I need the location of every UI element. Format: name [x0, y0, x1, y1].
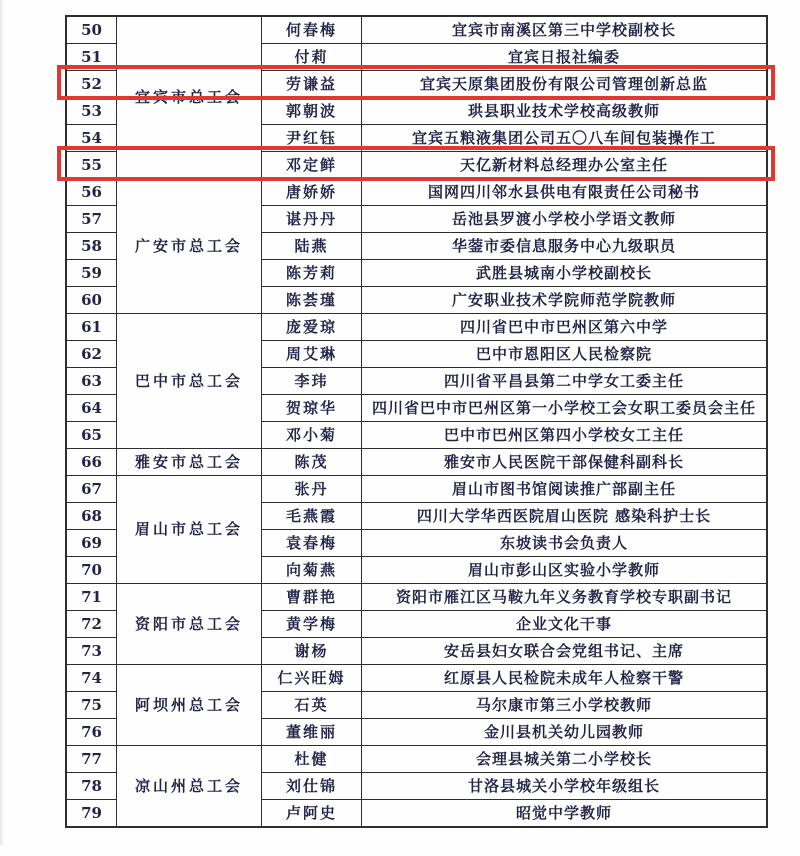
name-cell: 庞爱琼: [262, 314, 362, 341]
table-row: [66, 584, 767, 611]
name-cell: 陈荟瑾: [262, 287, 362, 314]
row-number-cell: 51: [66, 44, 117, 71]
org-cell: 阿坝州总工会: [117, 665, 262, 746]
position-cell: 武胜县城南小学校副校长: [362, 260, 768, 287]
row-number-cell: 79: [66, 800, 117, 828]
name-cell: 石英: [262, 692, 362, 719]
name-cell: 郭朝波: [262, 98, 362, 125]
name-cell: 黄学梅: [262, 611, 362, 638]
name-cell: 陈芳莉: [262, 260, 362, 287]
position-cell: 宜宾五粮液集团公司五〇八车间包装操作工: [362, 125, 768, 152]
name-cell: 邓小菊: [262, 422, 362, 449]
row-number-cell: 54: [66, 125, 117, 152]
table-row: [66, 16, 767, 44]
name-cell: 劳谦益: [262, 71, 362, 98]
award-table: [65, 15, 768, 828]
name-cell: 付莉: [262, 44, 362, 71]
position-cell: 眉山市图书馆阅读推广部副主任: [362, 476, 768, 503]
position-cell: 巴中市巴州区第四小学校女工主任: [362, 422, 768, 449]
org-cell: 广安市总工会: [117, 179, 262, 314]
name-cell: 何春梅: [262, 16, 362, 44]
position-cell: 珙县职业技术学校高级教师: [362, 98, 768, 125]
name-cell: 董维丽: [262, 719, 362, 746]
position-cell: 四川大学华西医院眉山医院 感染科护士长: [362, 503, 768, 530]
name-cell: 唐娇娇: [262, 179, 362, 206]
position-cell: 天亿新材料总经理办公室主任: [362, 152, 768, 179]
row-number-cell: 73: [66, 638, 117, 665]
award-table-body: [66, 16, 767, 827]
position-cell: 宜宾日报社编委: [362, 44, 768, 71]
position-cell: 广安职业技术学院师范学院教师: [362, 287, 768, 314]
org-cell: 宜宾市总工会: [117, 16, 262, 179]
row-number-cell: 55: [66, 152, 117, 179]
position-cell: 国网四川邻水县供电有限责任公司秘书: [362, 179, 768, 206]
row-number-cell: 65: [66, 422, 117, 449]
table-row: [66, 746, 767, 773]
name-cell: 谌丹丹: [262, 206, 362, 233]
position-cell: 四川省巴中市巴州区第一小学校工会女职工委员会主任: [362, 395, 768, 422]
position-cell: 金川县机关幼儿园教师: [362, 719, 768, 746]
row-number-cell: 78: [66, 773, 117, 800]
row-number-cell: 67: [66, 476, 117, 503]
row-number-cell: 72: [66, 611, 117, 638]
name-cell: 向菊燕: [262, 557, 362, 584]
position-cell: 安岳县妇女联合会党组书记、主席: [362, 638, 768, 665]
name-cell: 陆燕: [262, 233, 362, 260]
name-cell: 刘仕锦: [262, 773, 362, 800]
org-cell: 眉山市总工会: [117, 476, 262, 584]
position-cell: 宜宾天原集团股份有限公司管理创新总监: [362, 71, 768, 98]
row-number-cell: 75: [66, 692, 117, 719]
row-number-cell: 57: [66, 206, 117, 233]
table-container: [65, 15, 768, 828]
position-cell: 昭觉中学教师: [362, 800, 768, 828]
name-cell: 杜健: [262, 746, 362, 773]
name-cell: 曹群艳: [262, 584, 362, 611]
row-number-cell: 52: [66, 71, 117, 98]
position-cell: 东坡读书会负责人: [362, 530, 768, 557]
table-row: [66, 476, 767, 503]
row-number-cell: 58: [66, 233, 117, 260]
row-number-cell: 59: [66, 260, 117, 287]
row-number-cell: 77: [66, 746, 117, 773]
row-number-cell: 64: [66, 395, 117, 422]
row-number-cell: 50: [66, 16, 117, 44]
position-cell: 四川省巴中市巴州区第六中学: [362, 314, 768, 341]
position-cell: 马尔康市第三小学校教师: [362, 692, 768, 719]
name-cell: 邓定鲜: [262, 152, 362, 179]
row-number-cell: 76: [66, 719, 117, 746]
table-row: [66, 314, 767, 341]
row-number-cell: 60: [66, 287, 117, 314]
row-number-cell: 56: [66, 179, 117, 206]
row-number-cell: 70: [66, 557, 117, 584]
position-cell: 华蓥市委信息服务中心九级职员: [362, 233, 768, 260]
name-cell: 毛燕霞: [262, 503, 362, 530]
name-cell: 周艾琳: [262, 341, 362, 368]
scan-edge-artifact: [0, 0, 4, 845]
row-number-cell: 69: [66, 530, 117, 557]
row-number-cell: 62: [66, 341, 117, 368]
name-cell: 贺琼华: [262, 395, 362, 422]
name-cell: 张丹: [262, 476, 362, 503]
name-cell: 尹红钰: [262, 125, 362, 152]
table-row: [66, 665, 767, 692]
row-number-cell: 61: [66, 314, 117, 341]
name-cell: 谢杨: [262, 638, 362, 665]
position-cell: 眉山市彭山区实验小学教师: [362, 557, 768, 584]
position-cell: 甘洛县城关小学校年级组长: [362, 773, 768, 800]
position-cell: 红原县人民检院未成年人检察干警: [362, 665, 768, 692]
table-row: [66, 179, 767, 206]
row-number-cell: 63: [66, 368, 117, 395]
row-number-cell: 66: [66, 449, 117, 476]
name-cell: 仁兴旺姆: [262, 665, 362, 692]
position-cell: 雅安市人民医院干部保健科副科长: [362, 449, 768, 476]
table-row: [66, 449, 767, 476]
org-cell: 巴中市总工会: [117, 314, 262, 449]
row-number-cell: 68: [66, 503, 117, 530]
org-cell: 资阳市总工会: [117, 584, 262, 665]
name-cell: 李玮: [262, 368, 362, 395]
row-number-cell: 53: [66, 98, 117, 125]
row-number-cell: 71: [66, 584, 117, 611]
position-cell: 资阳市雁江区马鞍九年义务教育学校专职副书记: [362, 584, 768, 611]
org-cell: 凉山州总工会: [117, 746, 262, 828]
row-number-cell: 74: [66, 665, 117, 692]
org-cell: 雅安市总工会: [117, 449, 262, 476]
position-cell: 企业文化干事: [362, 611, 768, 638]
position-cell: 巴中市恩阳区人民检察院: [362, 341, 768, 368]
position-cell: 宜宾市南溪区第三中学校副校长: [362, 16, 768, 44]
name-cell: 陈茂: [262, 449, 362, 476]
position-cell: 会理县城关第二小学校长: [362, 746, 768, 773]
position-cell: 岳池县罗渡小学校小学语文教师: [362, 206, 768, 233]
position-cell: 四川省平昌县第二中学女工委主任: [362, 368, 768, 395]
name-cell: 卢阿史: [262, 800, 362, 828]
name-cell: 袁春梅: [262, 530, 362, 557]
